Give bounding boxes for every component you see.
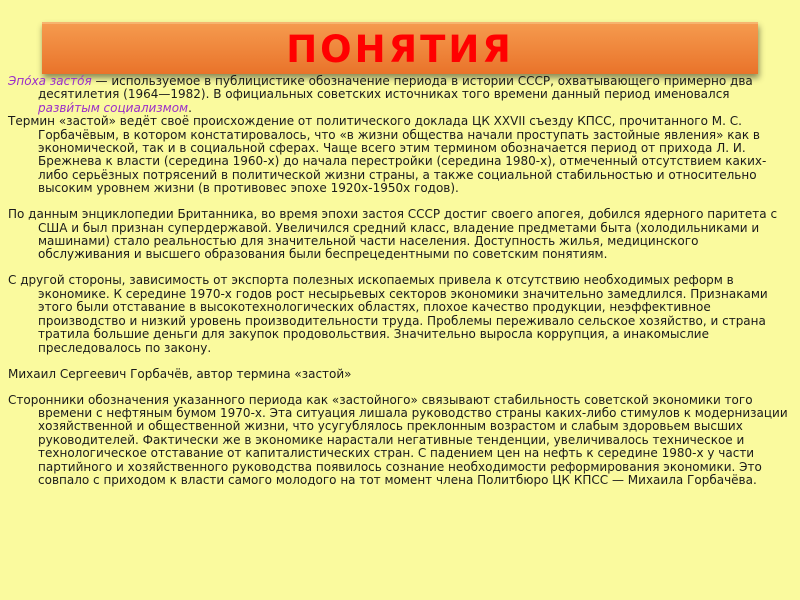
paragraph-term-origin: Термин «застой» ведёт своё происхождение от политического доклада ЦК XXVII съезду КПСС, прочитанного М. С. Горбачёвым, в котором констатировалось, что «в жизни общества начали проступать застойные явления» как в экономической, так и в социальной сферах. Чаще всего этим термином обозначается период от прихода Л. И. Брежнева к власти (середина 1960-х) до начала перестройки (середина 1980-х), отмеченный отсутствием каких-либо серьёзных потрясений в политической жизни страны, а также социальной стабильностью и относительно высоким уровнем жизни (в противовес эпохе 1920х-1950х годов). <box>8 114 767 196</box>
socialism-link[interactable]: разви́тым социализмом <box>38 100 189 115</box>
paragraph-text-end: . <box>188 100 192 115</box>
paragraph-caption-gorbachev: Михаил Сергеевич Горбачёв, автор термина «застой» <box>8 366 352 381</box>
content-area <box>8 75 794 487</box>
title-banner <box>42 22 758 74</box>
paragraph-supporters: Сторонники обозначения указанного периода как «застойного» связывают стабильность советской экономики того времени с нефтяным бумом 1970-х. Эта ситуация лишала руководство страны каких-либо стимулов к модернизации хозяйственной и общественной жизни, что усугублялось преклонным возрастом и слабым здоровьем высших руководителей. Фактически же в экономике нарастали негативные тенденции, увеличивалось техническое и технологическое отставание от капиталистических стран. С падением цен на нефть к середине 1980-х у части партийного и хозяйственного руководства появилось сознание необходимости реформирования экономики. Это совпало с приходом к власти самого молодого на тот момент члена Политбюро ЦК КПСС — Михаила Горбачёва. <box>8 392 788 487</box>
paragraph-other-side: С другой стороны, зависимость от экспорта полезных ископаемых привела к отсутствию необходимых реформ в экономике. К середине 1970-х годов рост несырьевых секторов экономики значительно замедлился. Признаками этого были отставание в высокотехнологических областях, плохое качество продукции, неэффективное производство и низкий уровень производительности труда. Проблемы переживало сельское хозяйство, и страна тратила большие деньги для закупок продовольствия. Значительно выросла коррупция, а инакомыслие преследовалось по закону. <box>8 273 768 355</box>
page-title: ПОНЯТИЯ <box>286 27 514 71</box>
paragraph-britannica: По данным энциклопедии Британника, во время эпохи застоя СССР достиг своего апогея, добился ядерного паритета с США и был признан супердержавой. Увеличился средний класс, владение предметами быта (холодильниками и машинами) стало реальностью для значительной части населения. Доступность жилья, медицинского обслуживания и высшего образования были беспрецедентными по советским понятиям. <box>8 207 778 262</box>
paragraph-definition <box>8 75 794 115</box>
term-highlight: Эпо́ха засто́я <box>8 74 92 88</box>
paragraph-text: — используемое в публицистике обозначение периода в истории СССР, охватывающего примерно два десятилетия (1964—1982). В официальных советских источниках того времени данный период именовался <box>38 74 753 102</box>
